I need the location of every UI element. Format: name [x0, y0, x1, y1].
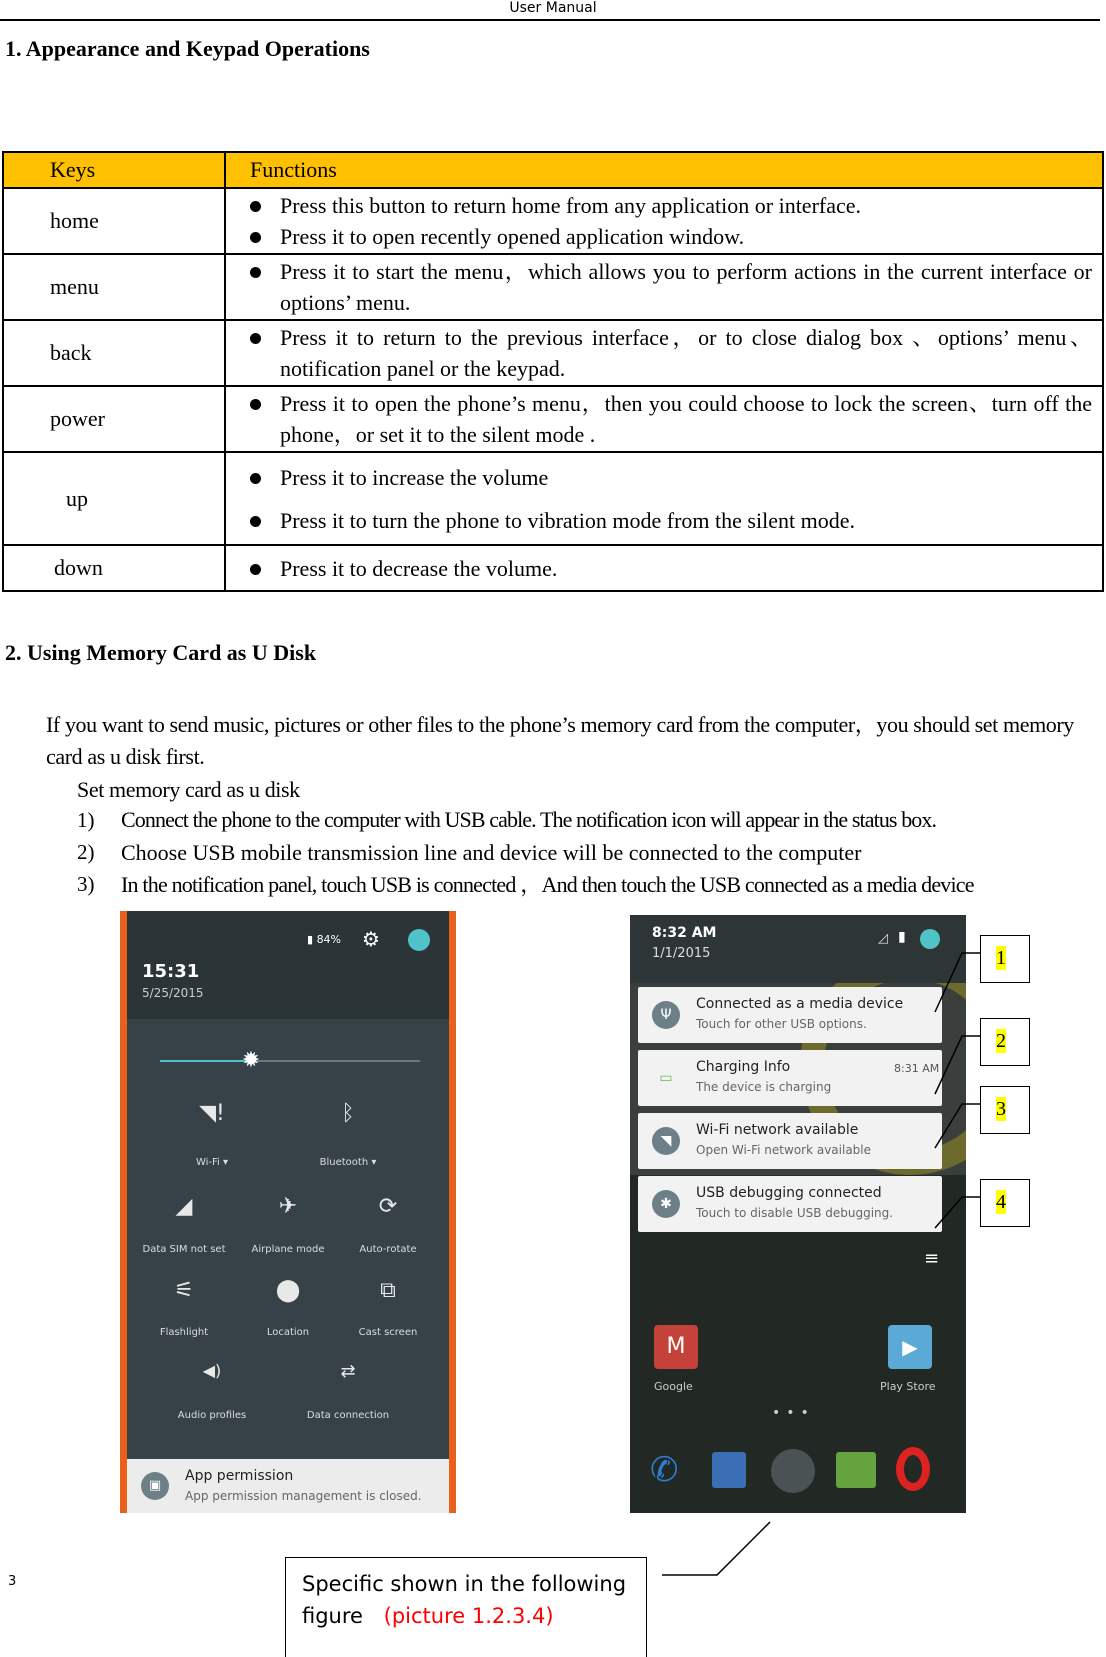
step-text: Connect the phone to the computer with USB cable. The notification icon will appear in the status box. [121, 807, 937, 832]
step-text: In the notification panel, touch USB is connected ，And then touch the USB connected as a media device [121, 872, 974, 897]
notification-title: App permission [185, 1468, 294, 1484]
location-icon[interactable]: ⬤ [275, 1278, 301, 1303]
battery-level: 84% [316, 933, 342, 946]
leader-line-4 [935, 1197, 980, 1228]
section1-title: 1. Appearance and Keypad Operations [5, 36, 370, 61]
function-item: Press it to return to the previous interface，or to close dialog box 、options’ menu、notification panel or the keypad. [250, 322, 1092, 384]
clock-time: 8:32 AM [652, 925, 717, 941]
header-functions: Functions [225, 152, 1103, 188]
leader-line-note [662, 1522, 770, 1575]
wifi-alert-icon[interactable]: ◥! [199, 1101, 225, 1126]
tile-label[interactable]: Airplane mode [251, 1244, 325, 1255]
android-debug-icon: ✱ [652, 1190, 680, 1218]
callout-label: 1 [996, 947, 1006, 969]
signal-icon[interactable]: ◢ [175, 1194, 193, 1219]
note-picture-ref: (picture 1.2.3.4) [383, 1604, 554, 1628]
notification-title: USB debugging connected [696, 1185, 882, 1201]
callout-label: 3 [996, 1098, 1006, 1120]
clock-time: 15:31 [142, 961, 200, 982]
step-number: 2) [77, 840, 95, 864]
notification-title: Charging Info [696, 1059, 791, 1075]
tile-label[interactable]: Flashlight [159, 1327, 209, 1338]
audio-icon[interactable]: ◀) [202, 1361, 222, 1380]
battery-icon: ▮ [898, 929, 906, 945]
page-number: 3 [8, 1574, 17, 1589]
cast-icon[interactable]: ⧉ [380, 1278, 396, 1303]
function-item: Press it to start the menu，which allows you to perform actions in the current interface or options’ menu. [250, 256, 1092, 318]
tile-label[interactable]: Bluetooth ▾ [319, 1157, 377, 1168]
key-cell: back [3, 320, 225, 386]
notification-title: Connected as a media device [696, 996, 904, 1012]
data-icon[interactable]: ⇄ [340, 1361, 356, 1382]
callout-label: 2 [996, 1030, 1006, 1052]
brightness-slider-icon[interactable]: ✹ [241, 1048, 261, 1073]
figure-note-box [285, 1557, 647, 1657]
function-item: Press it to open recently opened application window. [250, 221, 1092, 252]
step-number: 3) [77, 872, 95, 896]
gmail-app-icon[interactable]: M [654, 1325, 698, 1369]
leader-line-3 [935, 1104, 980, 1148]
page-indicator: ••• [772, 1405, 815, 1421]
function-item: Press it to increase the volume [250, 462, 1092, 493]
callout-label: 4 [996, 1191, 1006, 1213]
airplane-icon[interactable]: ✈ [278, 1194, 298, 1219]
tile-label[interactable]: Audio profiles [177, 1410, 247, 1421]
tile-label[interactable]: Data connection [306, 1410, 390, 1421]
notification-text: App permission management is closed. [185, 1489, 422, 1503]
clear-all-icon[interactable]: ≡ [924, 1248, 940, 1269]
key-cell: home [3, 188, 225, 254]
bluetooth-icon[interactable]: ᛒ [341, 1101, 355, 1126]
gear-icon[interactable]: ⚙ [362, 927, 380, 951]
lock-icon: ▣ [141, 1472, 169, 1500]
function-item: Press it to decrease the volume. [250, 553, 1092, 584]
running-header: User Manual [509, 0, 597, 16]
tile-label[interactable]: Data SIM not set [142, 1244, 226, 1255]
function-item: Press it to turn the phone to vibration mode from the silent mode. [250, 505, 1092, 536]
battery-icon: ▮ [307, 933, 317, 946]
wifi-icon: ◥ [652, 1127, 680, 1155]
function-item: Press it to open the phone’s menu，then you could choose to lock the screen、turn off the phone，or set it to the silent mode . [250, 388, 1092, 450]
notification-time: 8:31 AM [894, 1062, 940, 1075]
note-text: Specific shown in the following figure [302, 1572, 627, 1628]
tile-label[interactable]: Wi-Fi ▾ [195, 1157, 229, 1168]
step-text: Choose USB mobile transmission line and device will be connected to the computer [121, 840, 862, 865]
leader-line-2 [935, 1036, 980, 1094]
leader-line-1 [935, 953, 980, 1012]
signal-icon: ◿ [878, 931, 888, 946]
tile-label[interactable]: Auto-rotate [359, 1244, 417, 1255]
notification-text: Open Wi-Fi network available [696, 1143, 872, 1157]
app-label[interactable]: Play Store [880, 1380, 936, 1393]
key-cell: down [3, 545, 225, 591]
header-keys: Keys [3, 152, 225, 188]
intro-paragraph: If you want to send music, pictures or other files to the phone’s memory card from the computer，you should set memory card as u disk first. [46, 712, 1074, 769]
rotate-icon[interactable]: ⟳ [378, 1194, 398, 1219]
tile-label[interactable]: Location [266, 1327, 310, 1338]
clock-date: 1/1/2015 [652, 946, 711, 961]
notification-text: Touch to disable USB debugging. [696, 1206, 894, 1220]
phone-app-icon[interactable]: ✆ [650, 1450, 679, 1490]
notification-text: The device is charging [696, 1080, 832, 1094]
notification-title: Wi-Fi network available [696, 1122, 859, 1138]
key-cell: menu [3, 254, 225, 320]
clock-date: 5/25/2015 [142, 986, 204, 1000]
app-label[interactable]: Google [654, 1380, 693, 1393]
battery-charging-icon: ▭ [659, 1070, 673, 1086]
key-cell: power [3, 386, 225, 452]
notification-text: Touch for other USB options. [696, 1017, 867, 1031]
subheading: Set memory card as u disk [77, 777, 300, 802]
section2-title: 2. Using Memory Card as U Disk [5, 640, 317, 665]
step-number: 1) [77, 808, 95, 832]
function-item: Press this button to return home from any application or interface. [250, 190, 1092, 221]
play-store-app-icon[interactable]: ▶ [888, 1325, 932, 1369]
key-cell: up [3, 452, 225, 545]
usb-icon: Ψ [652, 1001, 680, 1029]
flashlight-icon[interactable]: ⚟ [174, 1278, 194, 1303]
tile-label[interactable]: Cast screen [358, 1327, 418, 1338]
